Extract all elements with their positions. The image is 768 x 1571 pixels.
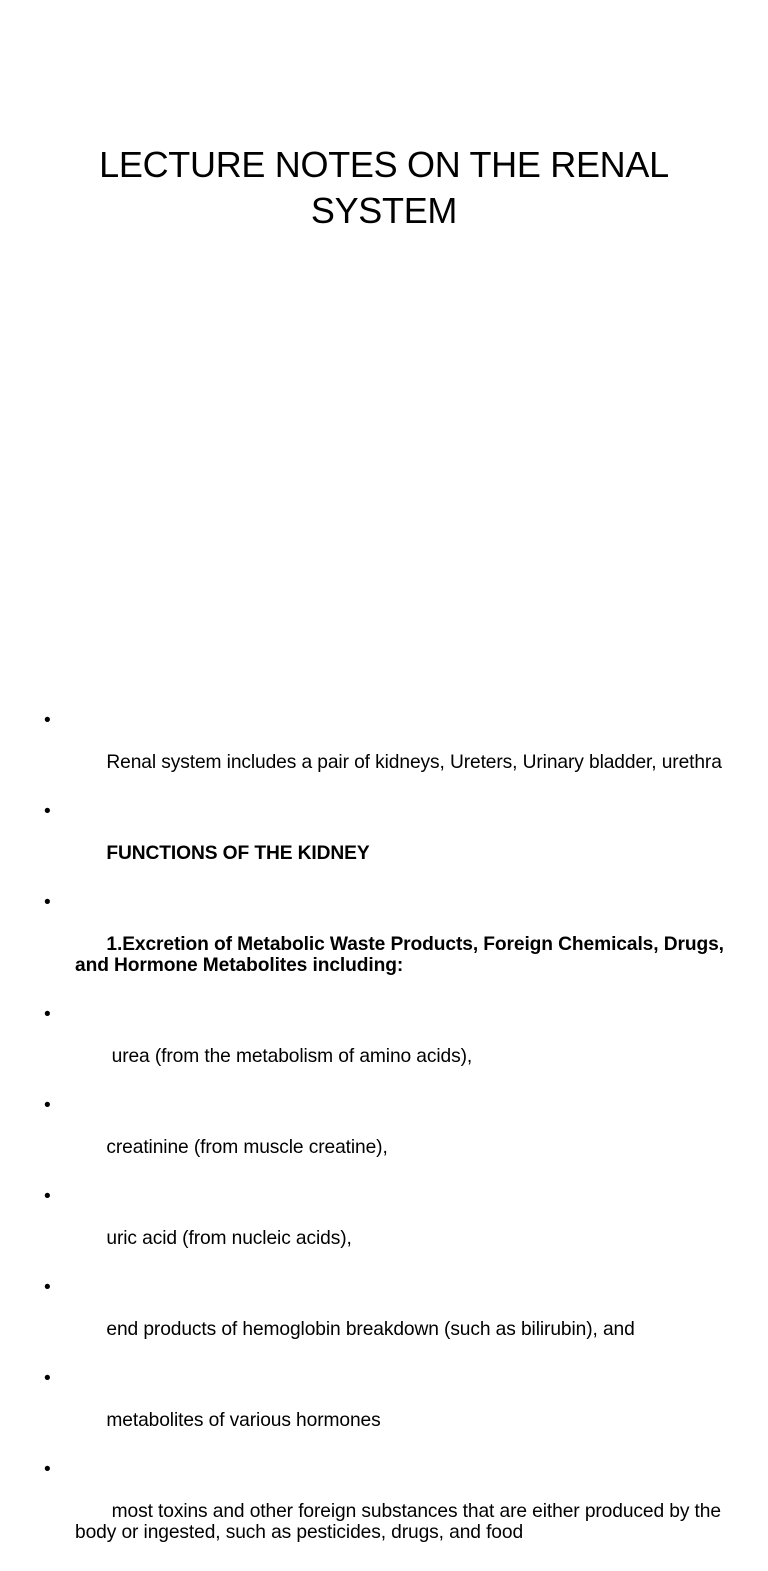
bullet-item-creatinine <box>44 1095 724 1179</box>
bullet-icon: • <box>44 710 51 731</box>
bullet-list <box>44 710 730 1571</box>
bullet-icon: • <box>44 1095 51 1116</box>
bullet-text: uric acid (from nucleic acids), <box>106 1228 352 1249</box>
bullet-text: creatinine (from muscle creatine), <box>106 1137 388 1158</box>
title-slide <box>0 0 768 576</box>
bullet-text: urea (from the metabolism of amino acids), <box>106 1046 473 1067</box>
content-slide <box>0 576 768 1543</box>
bullet-text: Renal system includes a pair of kidneys, Ureters, Urinary bladder, urethra <box>106 752 722 773</box>
bullet-icon: • <box>44 1277 51 1298</box>
bullet-text: 1.Excretion of Metabolic Waste Products, Foreign Chemicals, Drugs, and Hormone Metabolites including: <box>75 934 730 976</box>
bullet-text: FUNCTIONS OF THE KIDNEY <box>106 843 370 864</box>
bullet-item-renal-system <box>44 710 724 794</box>
bullet-item-functions-heading <box>44 801 724 885</box>
bullet-icon: • <box>44 801 51 822</box>
bullet-item-hemoglobin <box>44 1277 724 1361</box>
slide-title: LECTURE NOTES ON THE RENAL SYSTEM <box>99 144 669 231</box>
bullet-icon: • <box>44 1186 51 1207</box>
bullet-icon: • <box>44 892 51 913</box>
bullet-item-hormones <box>44 1368 724 1452</box>
bullet-icon: • <box>44 1368 51 1389</box>
bullet-item-urea <box>44 1004 724 1088</box>
bullet-item-uric-acid <box>44 1186 724 1270</box>
bullet-icon: • <box>44 1459 51 1480</box>
bullet-text: metabolites of various hormones <box>106 1410 381 1431</box>
bullet-item-toxins <box>44 1459 727 1564</box>
bullet-text: end products of hemoglobin breakdown (such as bilirubin), and <box>106 1319 635 1340</box>
bullet-item-excretion <box>44 892 730 997</box>
bullet-text: most toxins and other foreign substances that are either produced by the body or ingested, such as pesticides, drugs, and food <box>75 1501 727 1543</box>
bullet-icon: • <box>44 1004 51 1025</box>
